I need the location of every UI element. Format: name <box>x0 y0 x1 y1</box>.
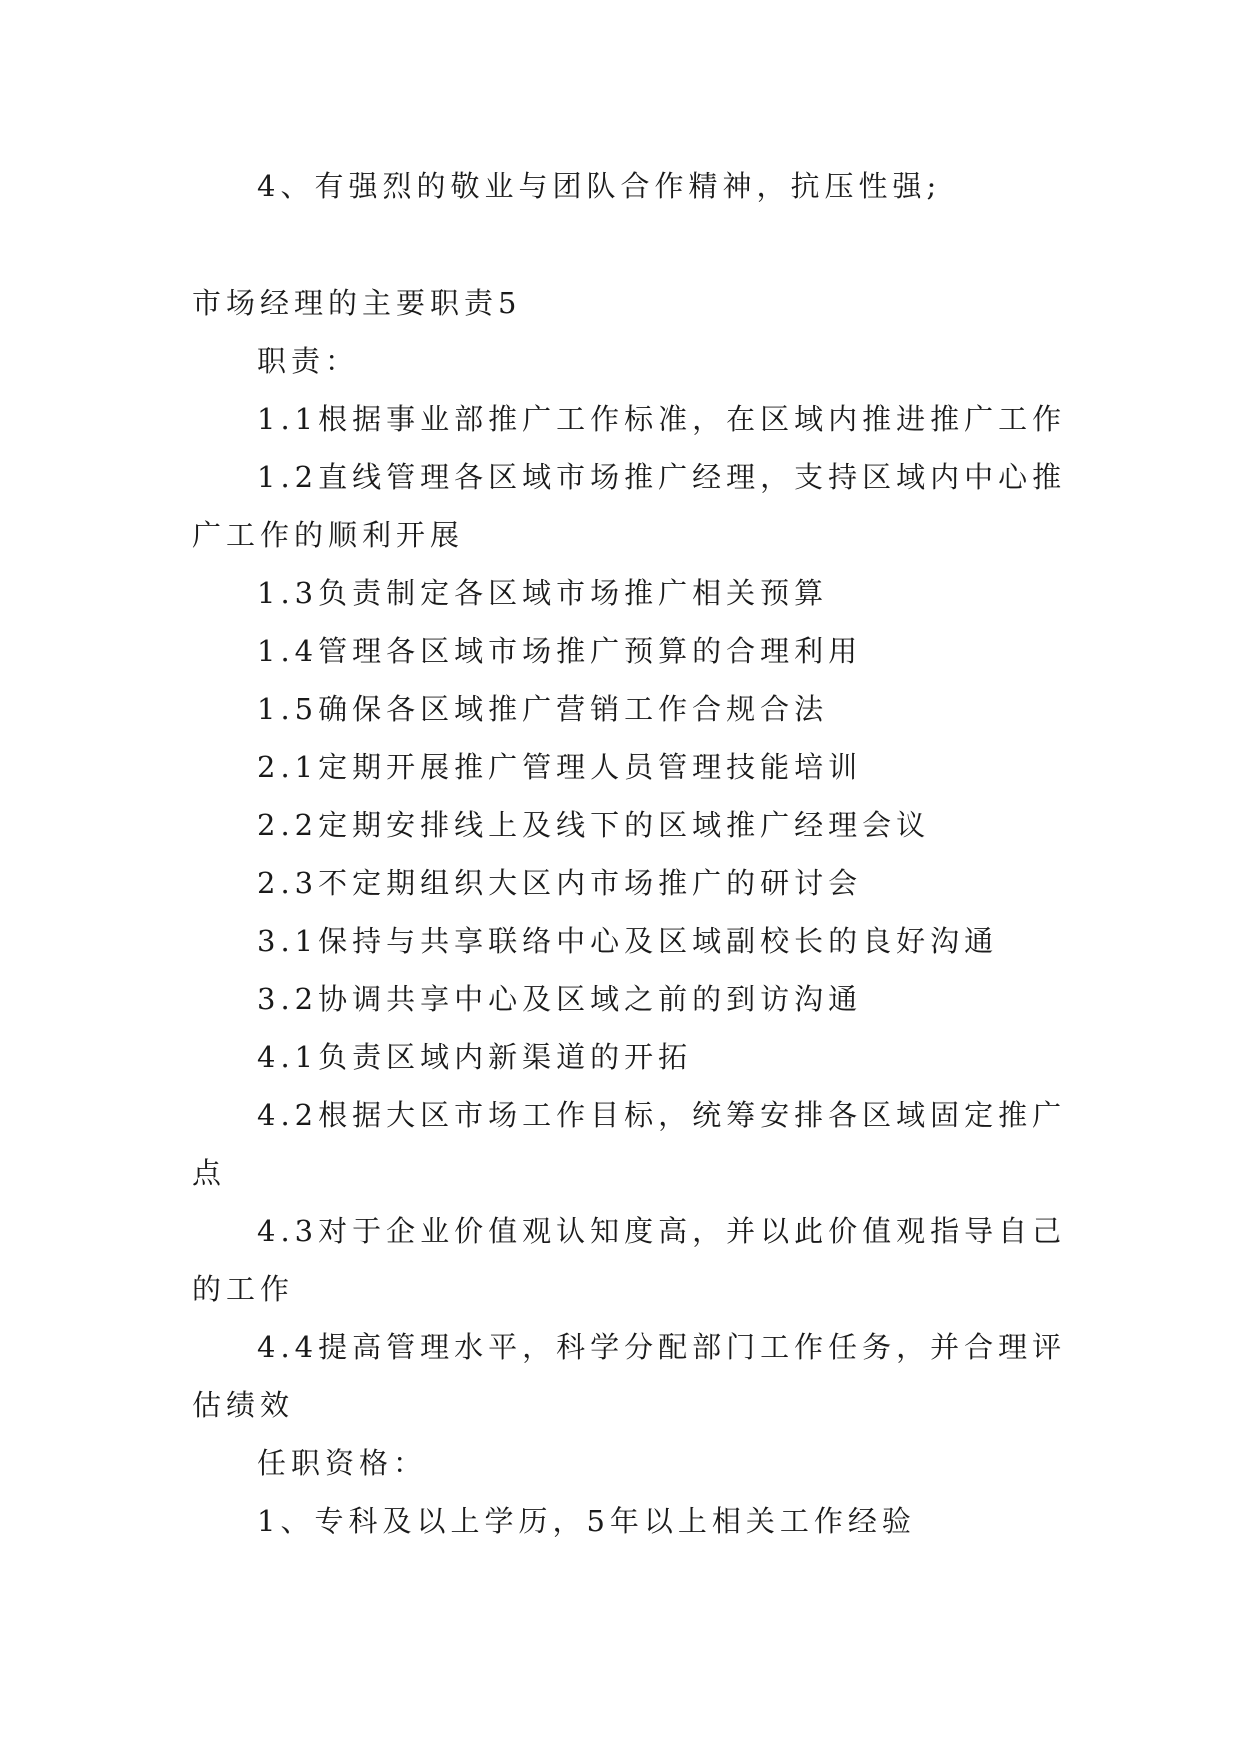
text-line: 2.3不定期组织大区内市场推广的研讨会 <box>257 866 863 900</box>
text-line: 广工作的顺利开展 <box>192 518 465 552</box>
text-line: 2.2定期安排线上及线下的区域推广经理会议 <box>257 808 931 842</box>
text-line: 估绩效 <box>192 1388 295 1422</box>
text-line: 1.2直线管理各区域市场推广经理，支持区域内中心推 <box>257 460 1067 494</box>
text-line: 1.5确保各区域推广营销工作合规合法 <box>257 692 829 726</box>
text-line: 点 <box>192 1156 227 1190</box>
text-line: 1.4管理各区域市场推广预算的合理利用 <box>257 634 863 668</box>
text-line: 4.1负责区域内新渠道的开拓 <box>257 1040 693 1074</box>
text-line: 职责： <box>257 344 360 378</box>
text-line: 4、有强烈的敬业与团队合作精神，抗压性强; <box>257 169 942 203</box>
text-line: 4.3对于企业价值观认知度高，并以此价值观指导自己 <box>257 1214 1067 1248</box>
text-line: 1.1根据事业部推广工作标准，在区域内推进推广工作 <box>257 402 1067 436</box>
text-line: 1.3负责制定各区域市场推广相关预算 <box>257 576 829 610</box>
text-line: 3.1保持与共享联络中心及区域副校长的良好沟通 <box>257 924 999 958</box>
text-line: 2.1定期开展推广管理人员管理技能培训 <box>257 750 863 784</box>
section-heading: 市场经理的主要职责5 <box>192 286 522 320</box>
text-line: 3.2协调共享中心及区域之前的到访沟通 <box>257 982 863 1016</box>
text-line: 的工作 <box>192 1272 295 1306</box>
text-line: 任职资格： <box>257 1446 428 1480</box>
text-line: 4.2根据大区市场工作目标，统筹安排各区域固定推广 <box>257 1098 1067 1132</box>
text-line: 4.4提高管理水平，科学分配部门工作任务，并合理评 <box>257 1330 1067 1364</box>
text-line: 1、专科及以上学历，5年以上相关工作经验 <box>257 1504 916 1538</box>
